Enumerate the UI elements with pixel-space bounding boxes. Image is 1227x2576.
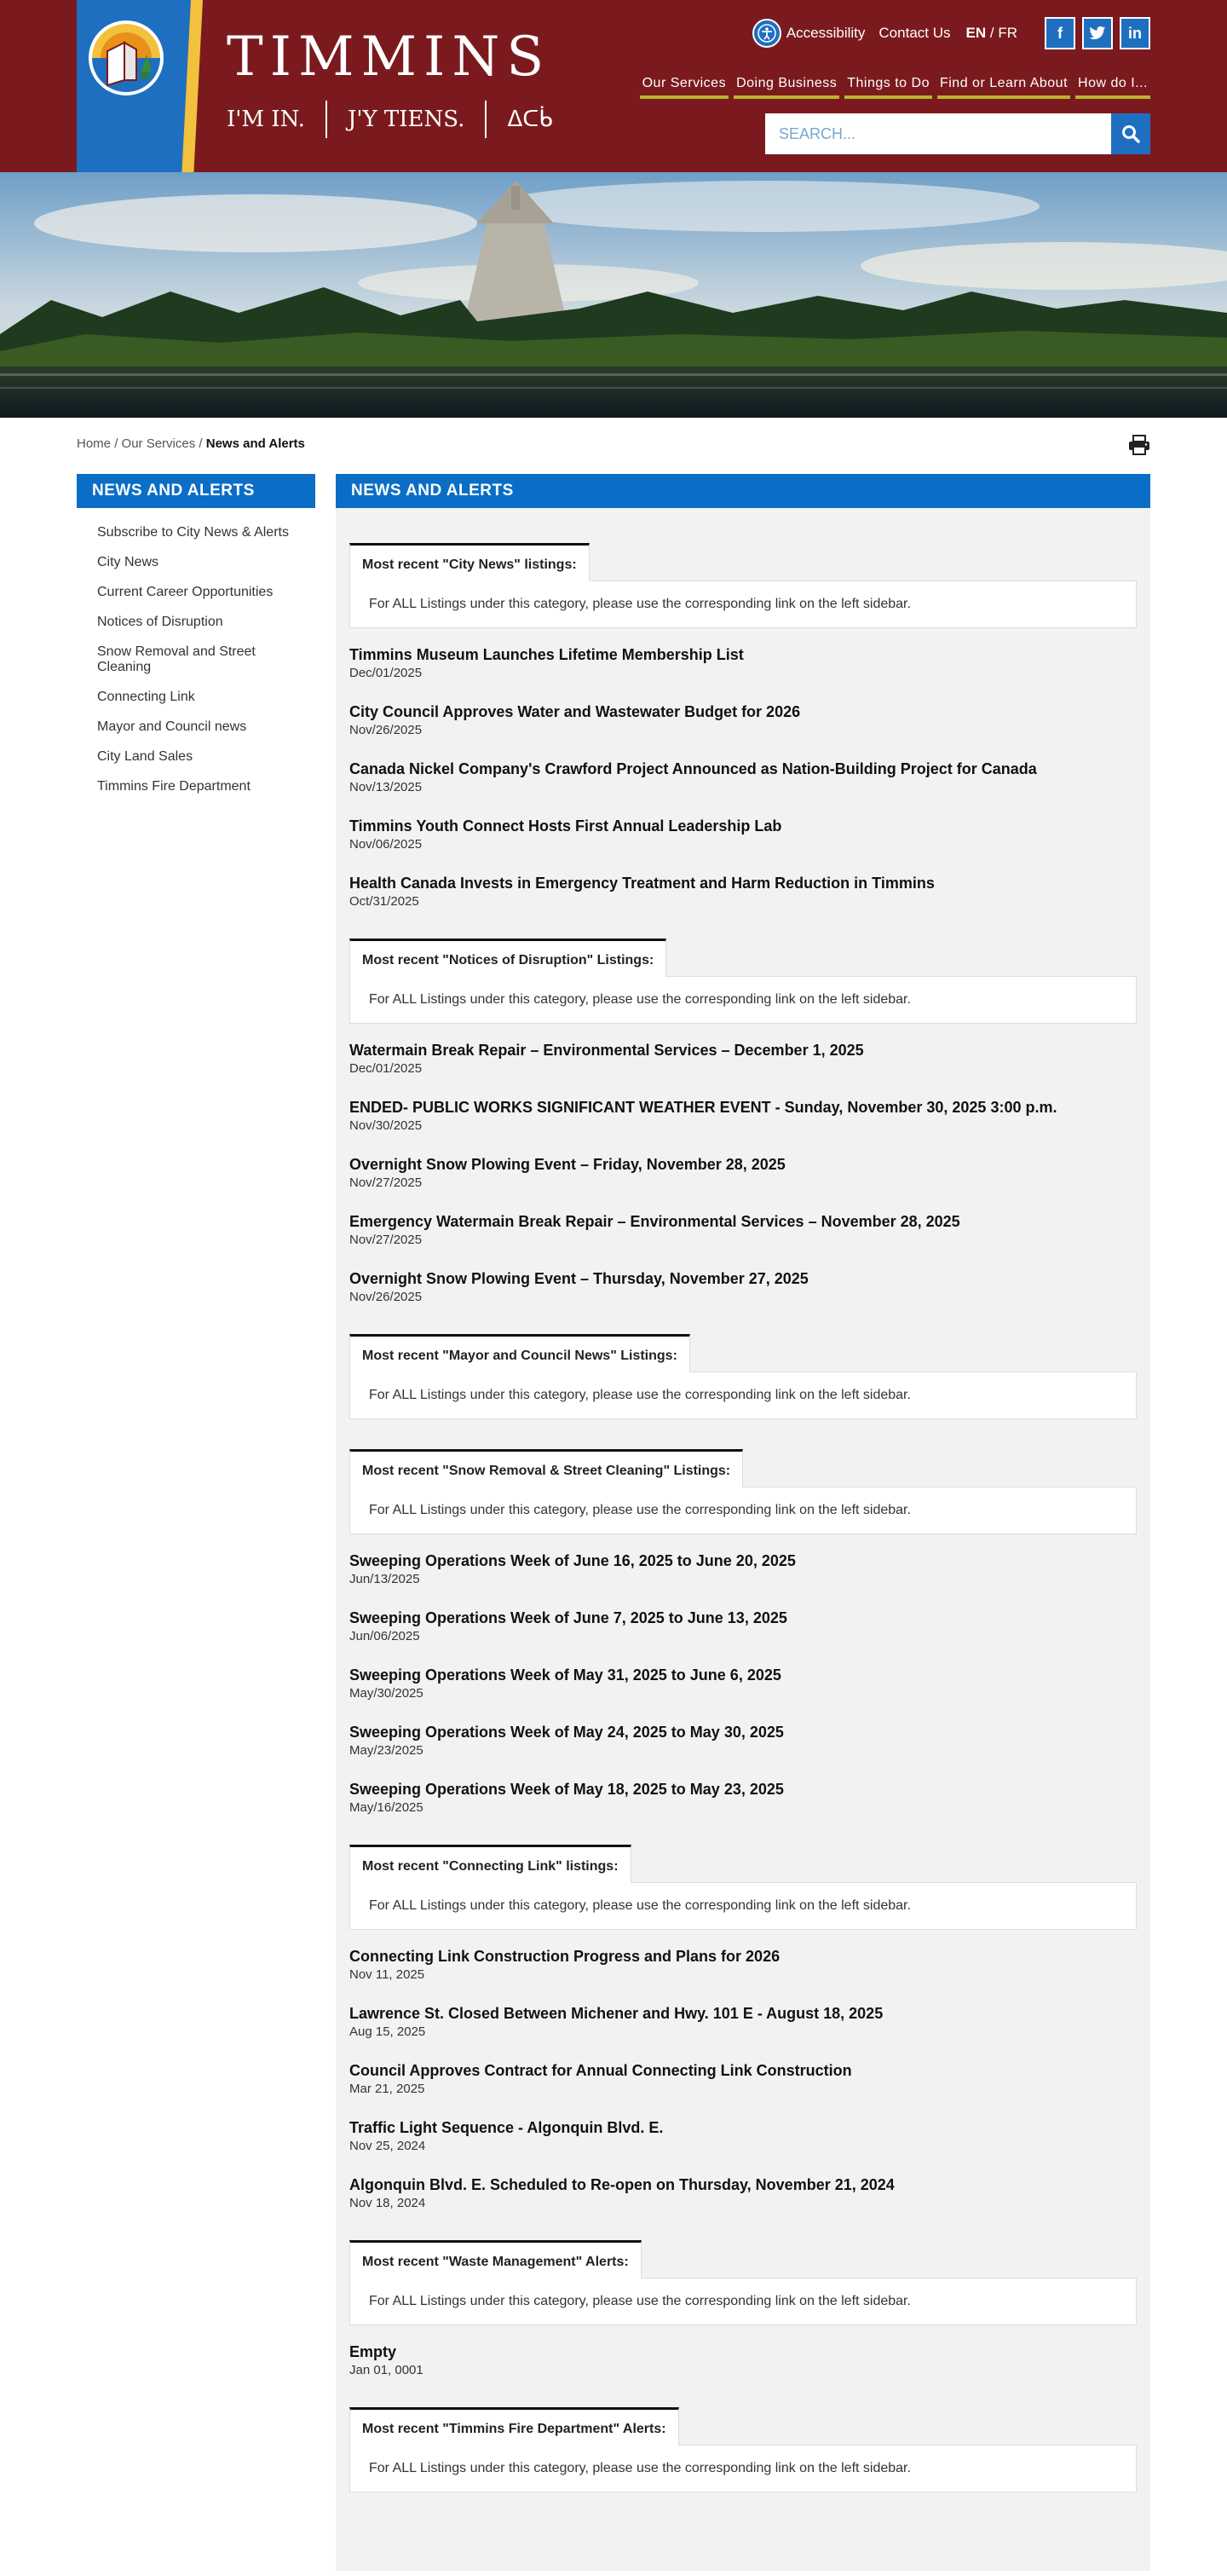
listing-section: [349, 2239, 1137, 2377]
news-date: May/16/2025: [349, 1800, 423, 1815]
list-item: [349, 1155, 1137, 1190]
facebook-icon[interactable]: f: [1045, 17, 1075, 49]
hero-banner: [0, 172, 1227, 418]
slogan-fr: J'Y TIENS.: [347, 107, 465, 132]
news-title-link[interactable]: City Council Approves Water and Wastewater Budget for 2026: [349, 703, 801, 720]
section-tab: Most recent "Mayor and Council News" Listings:: [349, 1334, 690, 1372]
list-item: [349, 1551, 1137, 1586]
section-tab: Most recent "Timmins Fire Department" Alerts:: [349, 2407, 679, 2446]
section-note: For ALL Listings under this category, please use the corresponding link on the left sidebar.: [349, 2278, 1137, 2325]
contact-us-link[interactable]: Contact Us: [878, 25, 951, 41]
slogan-cree: ᐃᑕᑳ: [507, 107, 553, 132]
city-logo[interactable]: [77, 0, 554, 172]
list-item: [349, 2061, 1137, 2096]
listing-section: [349, 1844, 1137, 2210]
content-layout: [77, 474, 1150, 2571]
main-heading: NEWS AND ALERTS: [336, 474, 1150, 508]
nav-things-to-do[interactable]: Things to Do: [844, 76, 932, 99]
listing-section: [349, 542, 1137, 909]
nav-doing-business[interactable]: Doing Business: [734, 76, 839, 99]
sidebar-item-snow-removal[interactable]: Snow Removal and Street Cleaning: [97, 644, 256, 674]
news-date: Oct/31/2025: [349, 894, 419, 909]
news-date: Nov/30/2025: [349, 1118, 423, 1133]
linkedin-icon[interactable]: in: [1120, 17, 1150, 49]
list-item: [349, 1269, 1137, 1304]
sidebar: [77, 474, 315, 809]
news-title-link[interactable]: Council Approves Contract for Annual Connecting Link Construction: [349, 2062, 852, 2079]
news-title-link[interactable]: Lawrence St. Closed Between Michener and Hwy. 101 E - August 18, 2025: [349, 2005, 884, 2022]
slogan-en: I'M IN.: [227, 107, 305, 132]
logo-title: TIMMINS: [227, 26, 551, 89]
breadcrumb-separator: /: [199, 436, 203, 451]
lang-fr-link[interactable]: FR: [998, 25, 1017, 41]
section-tab: Most recent "Connecting Link" listings:: [349, 1845, 631, 1883]
news-date: Nov 18, 2024: [349, 2196, 426, 2210]
section-tab: Most recent "City News" listings:: [349, 543, 590, 581]
news-title-link[interactable]: Sweeping Operations Week of May 24, 2025 to May 30, 2025: [349, 1724, 784, 1741]
accessibility-icon[interactable]: [752, 19, 781, 48]
nav-our-services[interactable]: Our Services: [640, 76, 729, 99]
list-item: [349, 1666, 1137, 1701]
list-item: [349, 817, 1137, 852]
news-date: Nov/06/2025: [349, 837, 423, 852]
breadcrumb: [77, 436, 305, 451]
news-title-link[interactable]: Traffic Light Sequence - Algonquin Blvd. E.: [349, 2119, 664, 2136]
news-date: Aug 15, 2025: [349, 2024, 426, 2039]
breadcrumb-separator: /: [114, 436, 118, 451]
nav-find-or-learn[interactable]: Find or Learn About: [937, 76, 1070, 99]
section-note: For ALL Listings under this category, please use the corresponding link on the left sidebar.: [349, 580, 1137, 628]
section-tab: Most recent "Snow Removal & Street Cleaning" Listings:: [349, 1449, 743, 1487]
news-date: Nov/27/2025: [349, 1233, 423, 1247]
news-title-link[interactable]: Canada Nickel Company's Crawford Project Announced as Nation-Building Project for Canada: [349, 760, 1037, 777]
news-title-link[interactable]: Sweeping Operations Week of June 7, 2025 to June 13, 2025: [349, 1609, 787, 1626]
listing-section: [349, 938, 1137, 1304]
list-item: [349, 1723, 1137, 1758]
news-title-link[interactable]: Algonquin Blvd. E. Scheduled to Re-open on Thursday, November 21, 2024: [349, 2176, 895, 2193]
list-item: [349, 1947, 1137, 1982]
sidebar-item-fire-department[interactable]: Timmins Fire Department: [97, 779, 251, 794]
news-date: Mar 21, 2025: [349, 2082, 425, 2096]
news-title-link[interactable]: Sweeping Operations Week of May 18, 2025 to May 23, 2025: [349, 1781, 784, 1798]
site-header: [0, 0, 1227, 172]
site-search: [765, 113, 1150, 154]
news-date: Jan 01, 0001: [349, 2363, 423, 2377]
sidebar-item-city-news[interactable]: City News: [97, 555, 159, 569]
news-title-link[interactable]: Sweeping Operations Week of May 31, 2025 to June 6, 2025: [349, 1666, 781, 1684]
news-date: Nov 25, 2024: [349, 2139, 426, 2153]
news-date: Nov/13/2025: [349, 780, 423, 794]
news-title-link[interactable]: Timmins Museum Launches Lifetime Membership List: [349, 646, 744, 663]
language-switcher: [966, 25, 1018, 42]
list-item: [349, 760, 1137, 794]
print-icon[interactable]: [1128, 435, 1150, 455]
search-icon: [1121, 124, 1140, 143]
section-note: For ALL Listings under this category, please use the corresponding link on the left sidebar.: [349, 1372, 1137, 1419]
news-title-link[interactable]: Emergency Watermain Break Repair – Environmental Services – November 28, 2025: [349, 1213, 960, 1230]
list-item: [349, 874, 1137, 909]
news-title-link[interactable]: Watermain Break Repair – Environmental Services – December 1, 2025: [349, 1042, 864, 1059]
news-date: Nov/26/2025: [349, 723, 423, 737]
listing-section: [349, 1448, 1137, 1815]
list-item: [349, 2175, 1137, 2210]
breadcrumb-our-services[interactable]: Our Services: [121, 436, 196, 451]
utility-bar: [752, 17, 1150, 49]
list-item: [349, 645, 1137, 680]
news-title-link[interactable]: ENDED- PUBLIC WORKS SIGNIFICANT WEATHER EVENT - Sunday, November 30, 2025 3:00 p.m.: [349, 1099, 1057, 1116]
list-item: [349, 1098, 1137, 1133]
listing-section: [349, 2406, 1137, 2492]
sidebar-item-mayor-council[interactable]: Mayor and Council news: [97, 719, 247, 734]
nav-how-do-i[interactable]: How do I...: [1075, 76, 1150, 99]
sidebar-item-connecting-link[interactable]: Connecting Link: [97, 690, 195, 704]
news-date: May/30/2025: [349, 1686, 423, 1701]
news-title-link[interactable]: Overnight Snow Plowing Event – Friday, November 28, 2025: [349, 1156, 786, 1173]
list-item: [349, 1041, 1137, 1076]
list-item: [349, 2342, 1137, 2377]
section-note: For ALL Listings under this category, please use the corresponding link on the left sidebar.: [349, 1487, 1137, 1534]
list-item: [349, 702, 1137, 737]
accessibility-link[interactable]: Accessibility: [786, 25, 866, 41]
breadcrumb-row: [77, 418, 1150, 474]
sidebar-item-careers[interactable]: Current Career Opportunities: [97, 585, 274, 599]
social-links: [1045, 17, 1150, 49]
sidebar-heading: NEWS AND ALERTS: [77, 474, 315, 508]
sidebar-menu: [77, 508, 315, 794]
search-input[interactable]: [765, 113, 1111, 154]
breadcrumb-home[interactable]: Home: [77, 436, 112, 451]
list-item: [349, 1609, 1137, 1643]
news-date: Nov 11, 2025: [349, 1967, 425, 1982]
sidebar-item-land-sales[interactable]: City Land Sales: [97, 749, 193, 764]
lang-separator: /: [989, 25, 994, 41]
list-item: [349, 2118, 1137, 2153]
section-tab: Most recent "Notices of Disruption" Listings:: [349, 939, 666, 977]
search-button[interactable]: [1111, 113, 1150, 154]
twitter-icon[interactable]: [1082, 17, 1113, 49]
sidebar-item-subscribe[interactable]: Subscribe to City News & Alerts: [97, 525, 289, 540]
sidebar-item-disruption[interactable]: Notices of Disruption: [97, 615, 223, 629]
listings-container: [336, 508, 1150, 2492]
news-date: Jun/13/2025: [349, 1572, 420, 1586]
news-date: Nov/27/2025: [349, 1175, 423, 1190]
news-title-link[interactable]: Connecting Link Construction Progress and Plans for 2026: [349, 1948, 781, 1965]
lang-en-link[interactable]: EN: [965, 25, 987, 41]
news-date: Jun/06/2025: [349, 1629, 420, 1643]
logo-slogans: [206, 101, 573, 138]
main-content: [336, 474, 1150, 2571]
hero-landscape-image: [0, 172, 1227, 418]
news-title-link[interactable]: Health Canada Invests in Emergency Treatment and Harm Reduction in Timmins: [349, 875, 935, 892]
main-navigation: [640, 76, 1150, 99]
section-note: For ALL Listings under this category, please use the corresponding link on the left sidebar.: [349, 2445, 1137, 2492]
breadcrumb-current: News and Alerts: [205, 436, 305, 451]
section-note: For ALL Listings under this category, please use the corresponding link on the left sidebar.: [349, 1882, 1137, 1930]
section-note: For ALL Listings under this category, please use the corresponding link on the left sidebar.: [349, 976, 1137, 1024]
news-date: Dec/01/2025: [349, 666, 423, 680]
news-title-link[interactable]: Overnight Snow Plowing Event – Thursday, November 27, 2025: [349, 1270, 809, 1287]
news-date: Nov/26/2025: [349, 1290, 423, 1304]
news-title-link[interactable]: Empty: [349, 2343, 397, 2360]
news-date: Dec/01/2025: [349, 1061, 423, 1076]
list-item: [349, 2004, 1137, 2039]
sun-emblem-icon: [87, 19, 165, 97]
list-item: [349, 1780, 1137, 1815]
news-title-link[interactable]: Timmins Youth Connect Hosts First Annual Leadership Lab: [349, 817, 782, 835]
news-date: May/23/2025: [349, 1743, 423, 1758]
list-item: [349, 1212, 1137, 1247]
listing-section: [349, 1333, 1137, 1419]
news-title-link[interactable]: Sweeping Operations Week of June 16, 2025 to June 20, 2025: [349, 1552, 796, 1569]
section-tab: Most recent "Waste Management" Alerts:: [349, 2240, 642, 2279]
